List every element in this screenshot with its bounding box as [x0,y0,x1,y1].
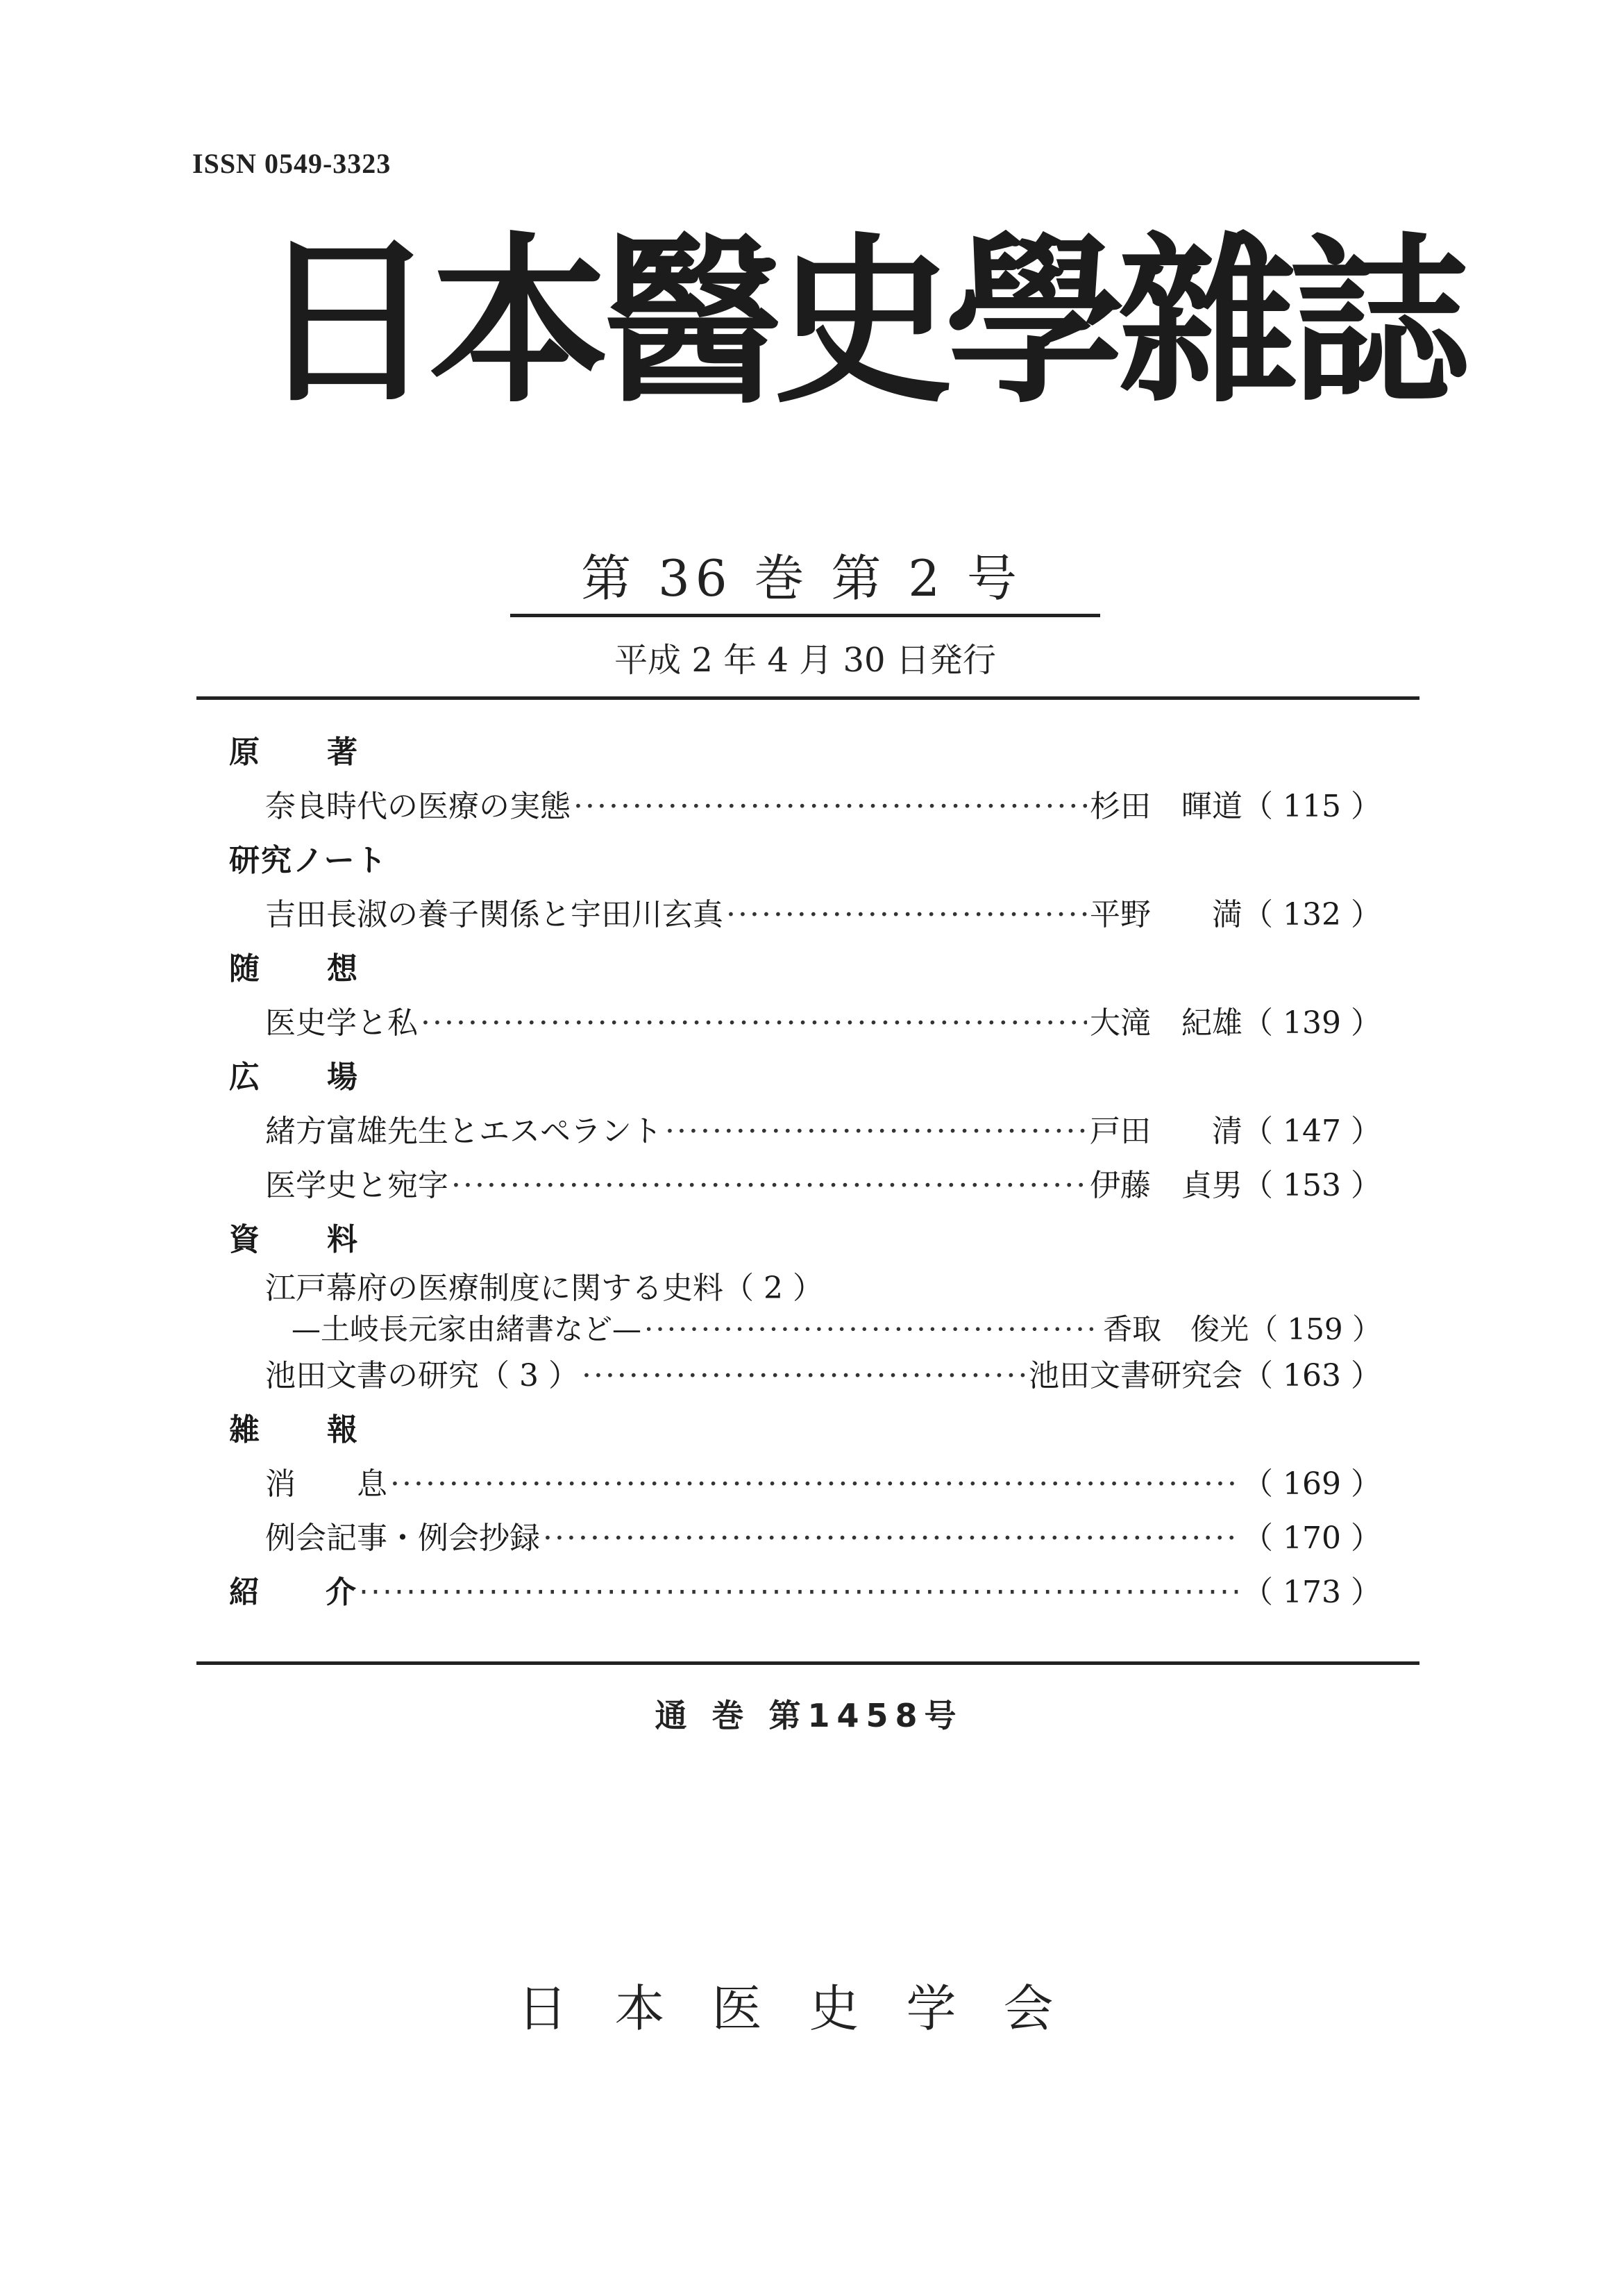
dot-leader [665,1105,1087,1159]
toc-entry[interactable] [229,1267,1381,1310]
toc-section-research-notes [229,834,1381,942]
entry-author: 香取 俊光 [1103,1312,1249,1346]
toc-entry-section-heading[interactable] [229,1566,1381,1620]
entry-page: （ 169 ） [1242,1466,1381,1502]
toc-entry-subtitle[interactable] [229,1310,1381,1349]
toc-entry[interactable] [229,1349,1381,1403]
dot-leader [573,780,1087,834]
entry-page: （ 115 ） [1242,789,1381,824]
toc-entry[interactable] [229,1511,1381,1566]
dot-leader [421,996,1087,1050]
dot-leader [359,1566,1240,1620]
issue-date: 平成 2 年 4 月 30 日発行 [614,641,996,680]
toc-entry[interactable] [229,1105,1381,1159]
entry-author: 戸田 清 [1090,1114,1243,1149]
entry-page: （ 132 ） [1242,897,1381,932]
toc-section-original-articles [229,726,1381,834]
dot-leader [543,1511,1240,1566]
table-of-contents [229,726,1381,1620]
toc-entry[interactable] [229,1457,1381,1511]
toc-section-essays [229,942,1381,1050]
volume-issue: 第 36 巻 第 2 号 [581,549,1022,607]
journal-title: 日本醫史學雜誌 [257,218,1462,428]
publisher-name: 日本医史学会 [517,1979,1101,2038]
toc-top-rule [196,696,1419,700]
entry-title: 医学史と宛字 [265,1168,448,1203]
entry-title: 消 息 [265,1466,387,1502]
toc-section-introductions [229,1566,1381,1620]
entry-page: （ 147 ） [1242,1114,1381,1149]
section-heading: 研究ノート [229,843,388,878]
entry-title: 池田文書の研究（ 3 ） [265,1358,579,1393]
dot-leader [644,1310,1100,1349]
entry-subtitle: —土岐長元家由緒書など— [292,1312,642,1346]
entry-title: 江戸幕府の医療制度に関する史料（ 2 ） [265,1271,823,1306]
section-heading: 原 著 [229,735,359,770]
entry-title: 医史学と私 [265,1005,418,1041]
issn-number: ISSN 0549-3323 [192,148,391,179]
section-heading: 雑 報 [229,1412,359,1448]
toc-entry[interactable] [229,996,1381,1050]
entry-author: 杉田 暉道 [1090,789,1243,824]
volume-underline [510,614,1100,617]
toc-section-forum [229,1050,1381,1213]
dot-leader [451,1159,1087,1213]
section-heading: 紹 介 [229,1575,356,1610]
entry-page: （ 159 ） [1249,1312,1381,1346]
toc-section-miscellany [229,1403,1381,1566]
toc-entry[interactable] [229,780,1381,834]
entry-title: 例会記事・例会抄録 [265,1520,540,1556]
dot-leader [582,1349,1026,1403]
toc-entry[interactable] [229,1159,1381,1213]
toc-entry[interactable] [229,888,1381,942]
entry-title: 緒方富雄先生とエスペラント [265,1114,662,1149]
entry-author: 大滝 紀雄 [1090,1005,1243,1041]
entry-title: 奈良時代の医療の実態 [265,789,571,824]
entry-page: （ 170 ） [1242,1520,1381,1556]
entry-page: （ 139 ） [1242,1005,1381,1041]
toc-section-materials [229,1213,1381,1403]
entry-title: 吉田長淑の養子関係と宇田川玄真 [265,897,723,932]
entry-author: 池田文書研究会 [1029,1358,1243,1393]
cumulative-issue-number: 通 巻 第1458号 [655,1697,963,1734]
section-heading: 広 場 [229,1059,359,1095]
section-heading: 随 想 [229,951,359,987]
section-heading: 資 料 [229,1222,359,1257]
entry-author: 平野 満 [1090,897,1243,932]
entry-author: 伊藤 貞男 [1090,1168,1243,1203]
dot-leader [726,888,1087,942]
dot-leader [390,1457,1240,1511]
entry-page: （ 153 ） [1242,1168,1381,1203]
entry-page: （ 173 ） [1242,1575,1381,1610]
entry-page: （ 163 ） [1242,1358,1381,1393]
toc-bottom-rule [196,1661,1419,1665]
